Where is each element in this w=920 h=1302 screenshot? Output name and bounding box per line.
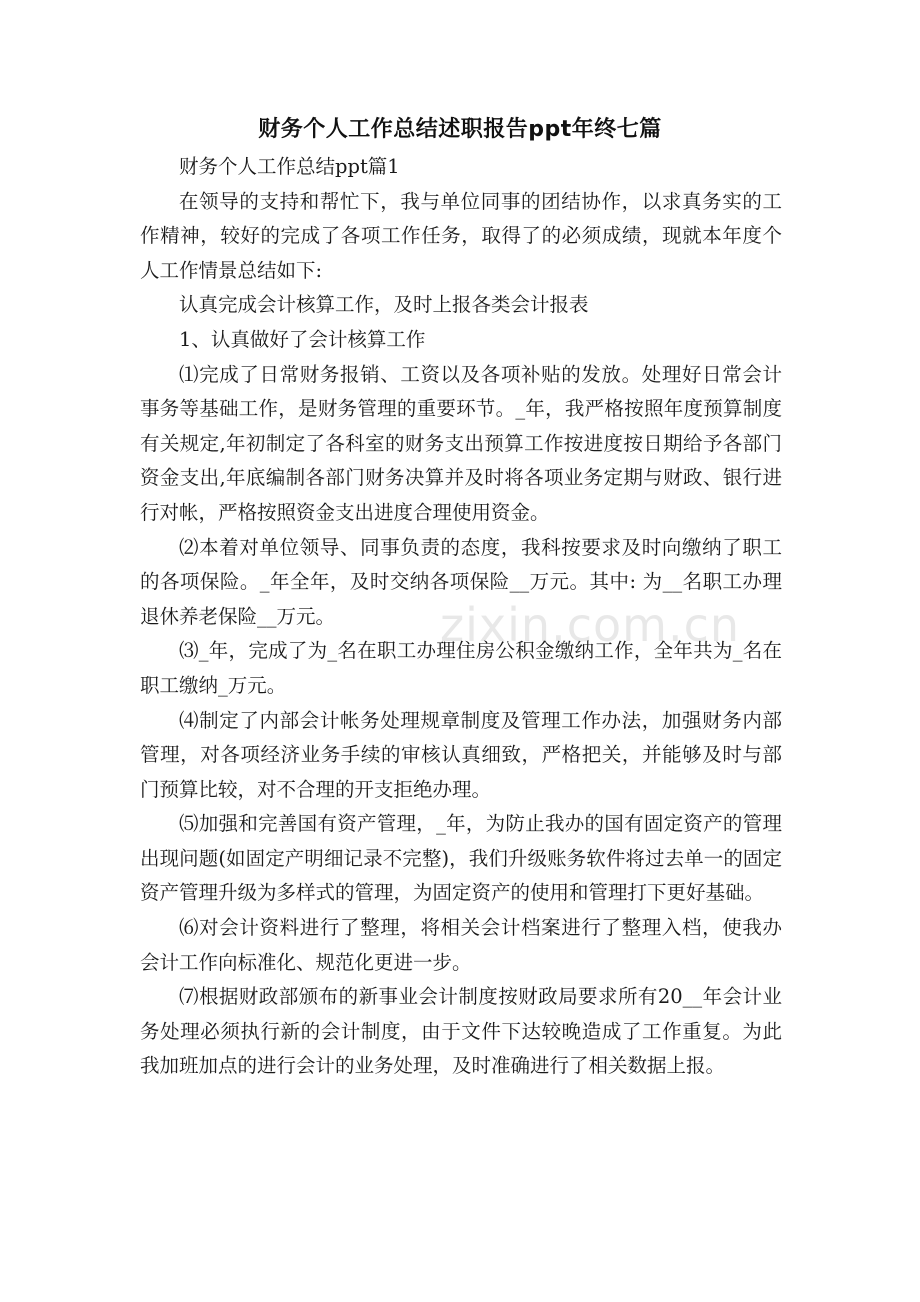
intro-paragraph: 在领导的支持和帮忙下，我与单位同事的团结协作，以求真务实的工作精神，较好的完成了各项工作任务，取得了的必须成绩，现就本年度个人工作情景总结如下: [140,189,782,282]
item-paragraph-5: ⑸加强和完善国有资产管理，_年，为防止我办的国有固定资产的管理出现问题(如固定产明细记录不完整)，我们升级账务软件将过去单一的固定资产管理升级为多样式的管理，为固定资产的使用和管理打下更好基础。 [140,812,782,905]
item-paragraph-4: ⑷制定了内部会计帐务处理规章制度及管理工作办法，加强财务内部管理，对各项经济业务手续的审核认真细致，严格把关，并能够及时与部门预算比较，对不合理的开支拒绝办理。 [140,708,782,801]
item-paragraph-3: ⑶_年，完成了为_名在职工办理住房公积金缴纳工作，全年共为_名在职工缴纳_万元。 [140,639,782,697]
watermark-text: zixin.com.cn [440,598,741,652]
item-heading: 1、认真做好了会计核算工作 [179,327,426,351]
item-paragraph-1: ⑴完成了日常财务报销、工资以及各项补贴的发放。处理好日常会计事务等基础工作，是财务管理的重要环节。_年，我严格按照年度预算制度有关规定,年初制定了各科室的财务支出预算工作按进度按日期给予各部门资金支出,年底编制各部门财务决算并及时将各项业务定期与财政、银行进行对帐，严格按照资金支出进度合理使用资金。 [140,362,782,524]
item-paragraph-2: ⑵本着对单位领导、同事负责的态度，我科按要求及时向缴纳了职工的各项保险。_年全年，及时交纳各项保险__万元。其中: 为__名职工办理退休养老保险__万元。 [140,535,782,628]
item-paragraph-7: ⑺根据财政部颁布的新事业会计制度按财政局要求所有20__年会计业务处理必须执行新的会计制度，由于文件下达较晚造成了工作重复。为此我加班加点的进行会计的业务处理，及时准确进行了相关数据上报。 [140,985,782,1078]
subsection-heading: 认真完成会计核算工作，及时上报各类会计报表 [179,293,589,317]
section-heading: 财务个人工作总结ppt篇1 [179,155,400,178]
document-title: 财务个人工作总结述职报告ppt年终七篇 [258,117,662,142]
document-body [140,150,782,1084]
item-paragraph-6: ⑹对会计资料进行了整理，将相关会计档案进行了整理入档，使我办会计工作向标准化、规范化更进一步。 [140,916,782,974]
